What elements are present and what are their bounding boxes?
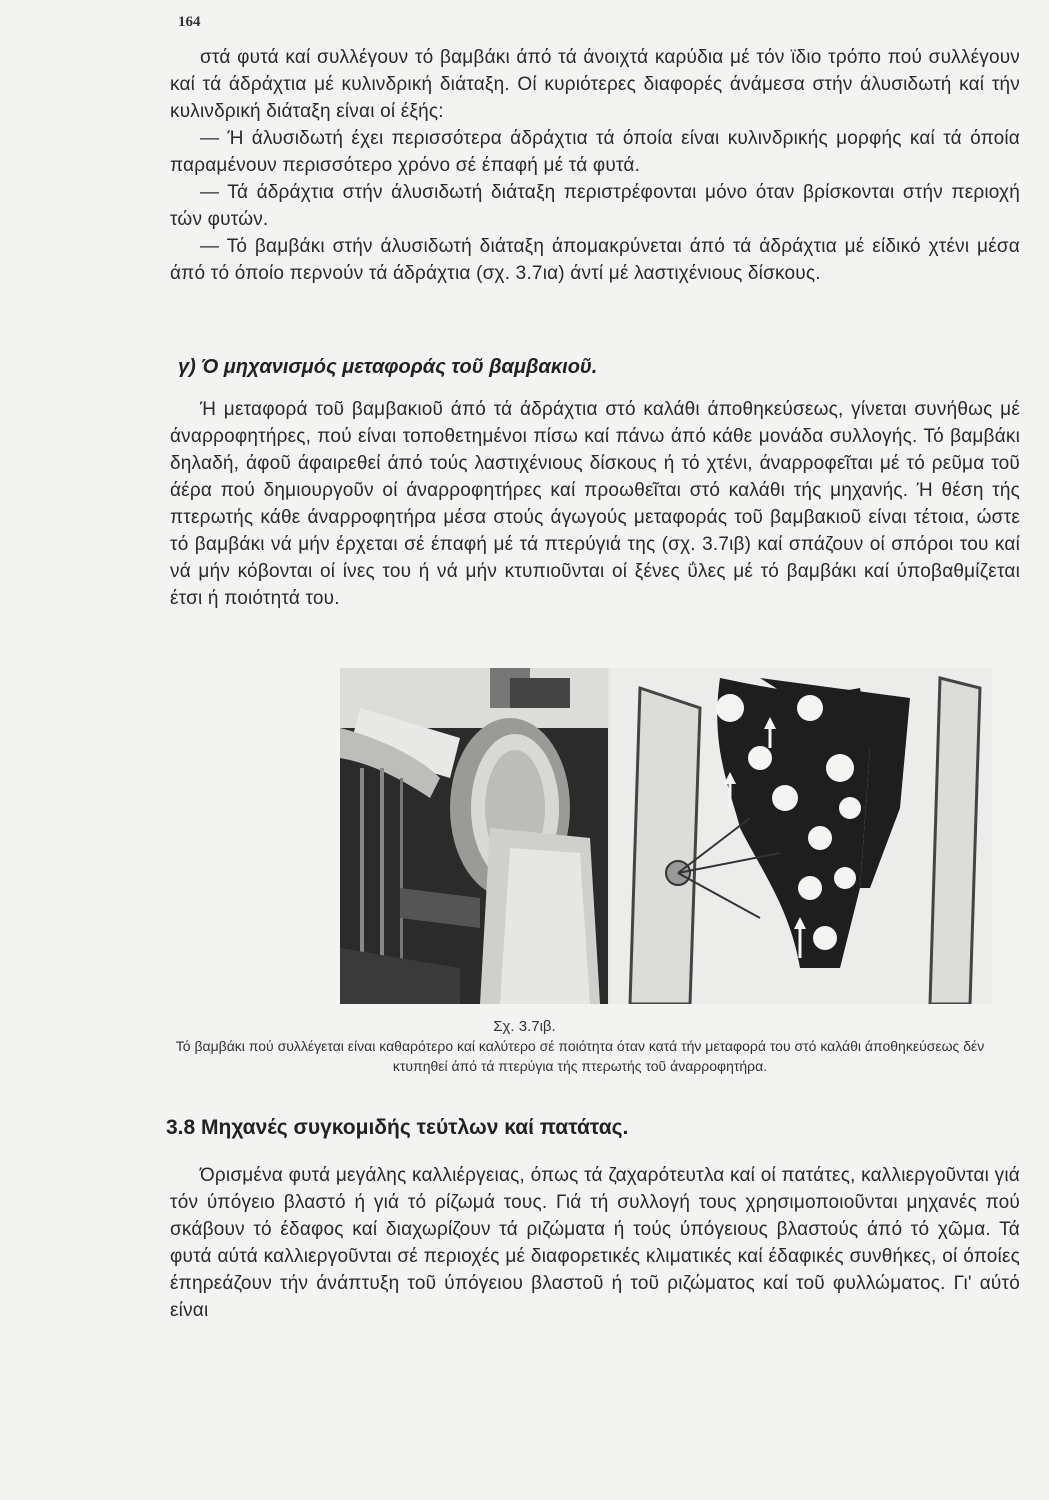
figure-photo-duct [340,668,608,1004]
transport-block [170,396,1020,612]
difference-item-1: — Ή άλυσιδωτή έχει περισσότερα άδράχτια τά όποία είναι κυλινδρικής μορφής καί τά όποία παραμένουν περισσότερο χρόνο σέ έπαφή μέ τά φυτά. [170,128,1020,176]
subsection-heading: γ) Ό μηχανισμός μεταφοράς τοῦ βαμβακιοῦ. [178,356,598,378]
page-number: 164 [178,14,201,30]
figure-caption: Τό βαμβάκι πού συλλέγεται είναι καθαρότερο καί καλύτερο σέ ποιότητα όταν κατά τήν μεταφορά του στό καλάθι άποθηκεύσεως δέν κτυπηθεί άπό τά πτερύγια τής πτερωτής τοῦ άναρροφητήρα. [175,1038,985,1074]
transport-paragraph: Ή μεταφορά τοῦ βαμβακιοῦ άπό τά άδράχτια στό καλάθι άποθηκεύσεως, γίνεται συνήθως μέ άναρροφητήρες, πού είναι τοποθετημένοι πίσω καί πάνω άπό κάθε μονάδα συλλογής. Τό βαμβάκι δηλαδή, άφοῦ άφαιρεθεί άπό τούς λαστιχένιους δίσκους ή τό χτένι, άναρροφεῖται μέ τό ρεῦμα τοῦ άέρα πού δημιουργοῦν οί άναρροφητήρες καί προωθεῖται στό καλάθι τής μηχανής. Ή θέση τής πτερωτής κάθε άναρροφητήρα μέσα στούς άγωγούς μεταφοράς τοῦ βαμβακιοῦ είναι τέτοια, ώστε τό βαμβάκι νά μήν έρχεται σέ έπαφή μέ τά πτερύγιά της (σχ. 3.7ιβ) καί σπάζουν οί σπόροι του καί νά μήν κόβονται οί ίνες του ή νά μήν κτυπιοῦνται οί ξένες ΰλες μέ τό βαμβάκι καί ύποβαθμίζεται έτσι ή ποιότητά του. [170,399,1020,609]
section-paragraph: Όρισμένα φυτά μεγάλης καλλιέργειας, όπως τά ζαχαρότευτλα καί οί πατάτες, καλλιεργοῦνται γιά τόν ύπόγειο βλαστό ή γιά τό ρίζωμά τους. Γιά τή συλλογή τους χρησιμοποιοῦνται μηχανές πού σκάβουν τό έδαφος καί διαχωρίζουν τά ριζώματα ή τούς ύπόγειους βλαστούς άπό τό χῶμα. Τά φυτά αύτά καλλιεργοῦνται σέ περιοχές μέ διαφορετικές κλιματικές καί έδαφικές συνθήκες, οί όποίες έπηρεάζουν τήν άνάπτυξη τοῦ ύπόγειου βλαστοῦ ή τοῦ ριζώματος καί τοῦ φυλλώματος. Γι' αύτό είναι [170,1165,1020,1321]
section-block [170,1162,1020,1324]
intro-paragraph: στά φυτά καί συλλέγουν τό βαμβάκι άπό τά άνοιχτά καρύδια μέ τόν ϊδιο τρόπο πού συλλέγουν καί τά άδράχτια μέ κυλινδρική διάταξη. Οί κυριότερες διαφορές άνάμεσα στήν άλυσιδωτή καί τήν κυλινδρική διάταξη είναι οί έξής: [170,47,1020,122]
figure-cotton-suction [340,668,992,1004]
difference-item-2: — Τά άδράχτια στήν άλυσιδωτή διάταξη περιστρέφονται μόνο όταν βρίσκονται στήν περιοχή τών φυτών. [170,182,1020,230]
difference-item-3: — Τό βαμβάκι στήν άλυσιδωτή διάταξη άπομακρύνεται άπό τά άδράχτια μέ είδικό χτένι μέσα άπό τό όποίο περνούν τά άδράχτια (σχ. 3.7ια) άντί μέ λαστιχένιους δίσκους. [170,236,1020,284]
section-heading: 3.8 Μηχανές συγκομιδής τεύτλων καί πατάτας. [166,1116,629,1139]
intro-block [170,44,1020,287]
figure-title: Σχ. 3.7ιβ. [493,1018,556,1035]
figure-diagram-impeller [610,668,992,1004]
